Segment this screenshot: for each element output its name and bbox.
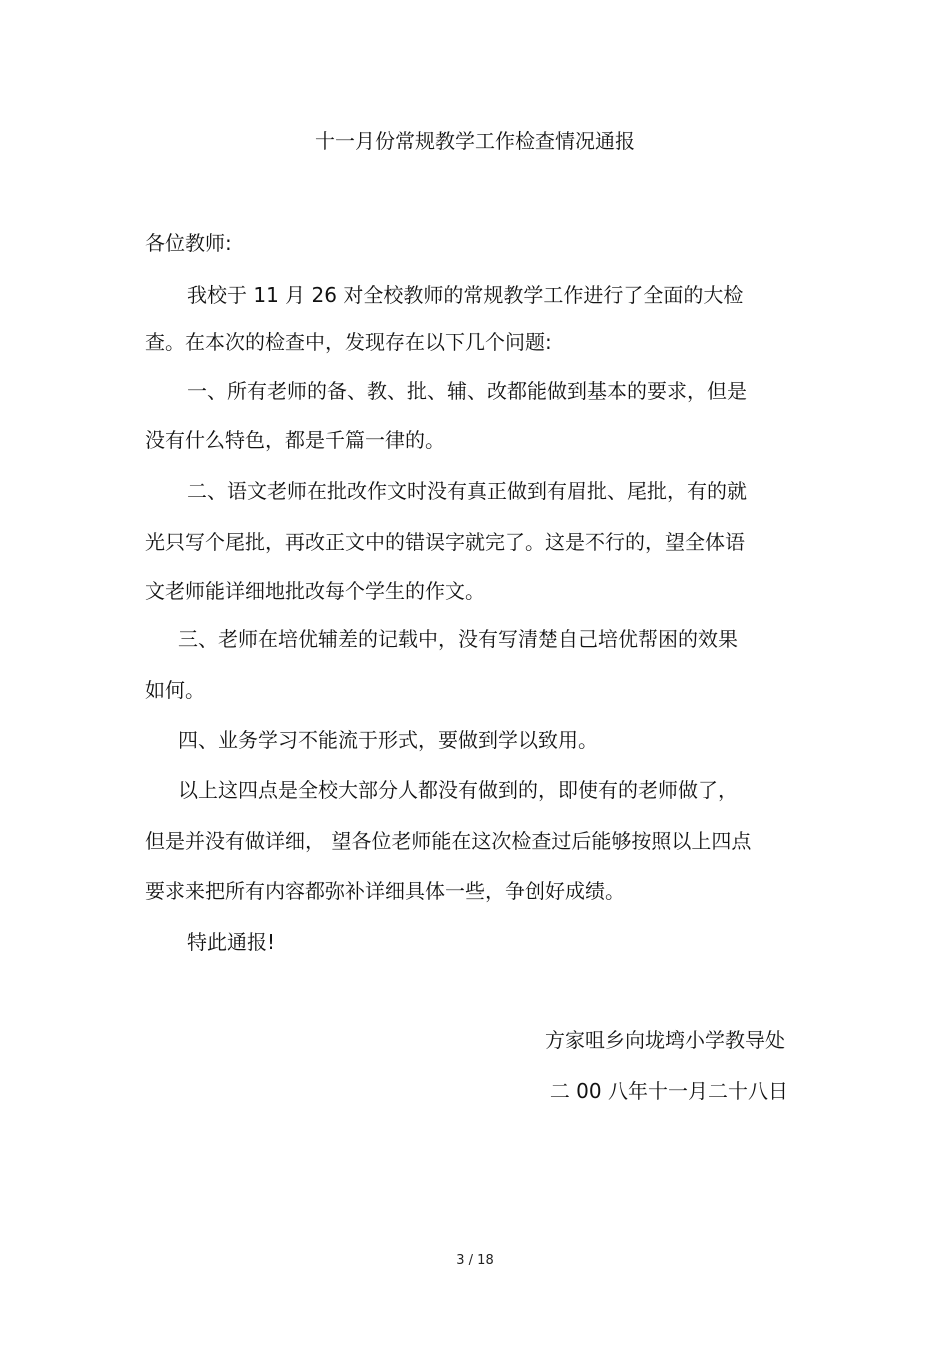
body-line-4: 没有什么特色，都是千篇一律的。 xyxy=(145,428,445,452)
body-line-6: 光只写个尾批，再改正文中的错误字就完了。这是不行的，望全体语 xyxy=(145,530,745,554)
body-line-3: 一、所有老师的备、教、批、辅、改都能做到基本的要求，但是 xyxy=(187,379,747,403)
body-line-1: 我校于 11 月 26 对全校教师的常规教学工作进行了全面的大检 xyxy=(187,283,744,307)
signature-date: 二 00 八年十一月二十八日 xyxy=(549,1079,788,1103)
document-title: 十一月份常规教学工作检查情况通报 xyxy=(315,129,635,153)
body-line-9: 如何。 xyxy=(145,678,205,702)
body-line-11: 以上这四点是全校大部分人都没有做到的，即使有的老师做了， xyxy=(178,778,738,802)
body-line-12: 但是并没有做详细， 望各位老师能在这次检查过后能够按照以上四点 xyxy=(145,829,752,853)
signature-organization: 方家咀乡向垅塆小学教导处 xyxy=(545,1028,785,1052)
closing-line: 特此通报! xyxy=(187,930,276,954)
body-line-2: 查。在本次的检查中，发现存在以下几个问题: xyxy=(145,330,552,354)
body-line-13: 要求来把所有内容都弥补详细具体一些，争创好成绩。 xyxy=(145,879,625,903)
body-line-5: 二、语文老师在批改作文时没有真正做到有眉批、尾批，有的就 xyxy=(187,479,747,503)
body-line-8: 三、老师在培优辅差的记载中，没有写清楚自己培优帮困的效果 xyxy=(178,627,738,651)
body-line-7: 文老师能详细地批改每个学生的作文。 xyxy=(145,579,485,603)
body-line-10: 四、业务学习不能流于形式，要做到学以致用。 xyxy=(178,728,598,752)
salutation: 各位教师: xyxy=(145,231,232,255)
page-number: 3 / 18 xyxy=(456,1253,494,1268)
